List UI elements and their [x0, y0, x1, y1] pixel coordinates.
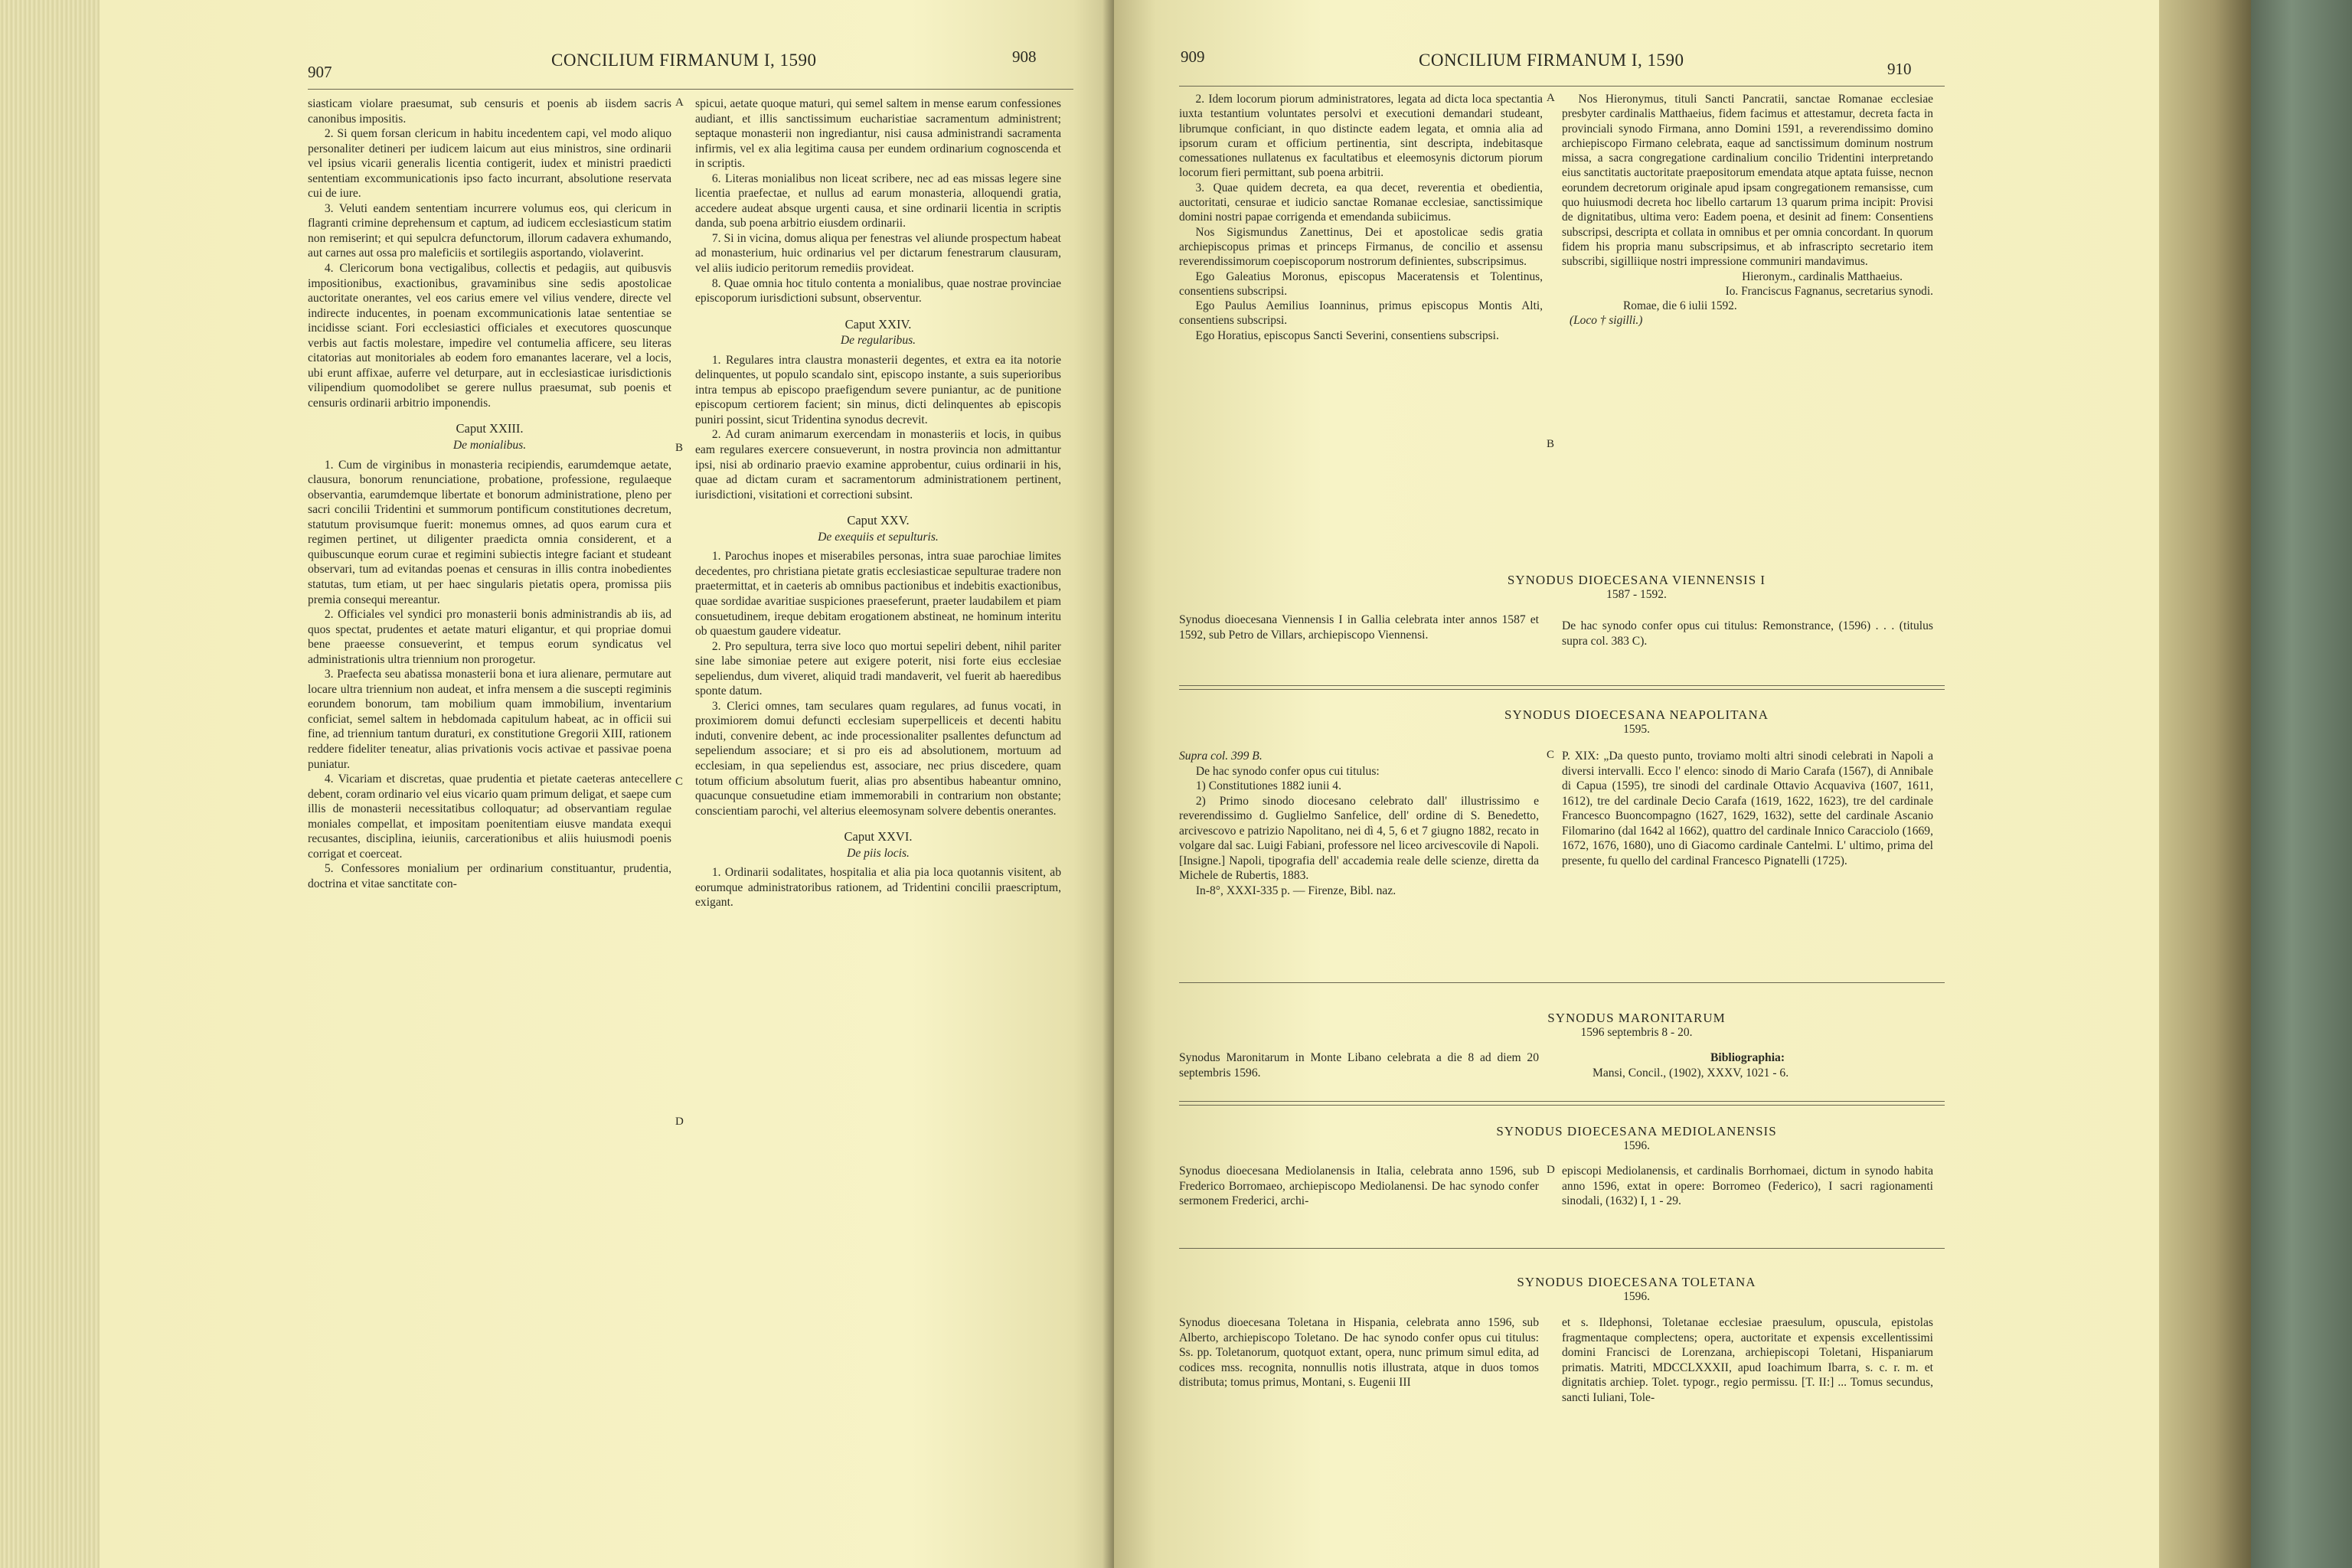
paragraph: siasticam violare praesumat, sub censuris et poenis ab iisdem sacris canonibus impositis. [308, 97, 671, 126]
chapter-heading: Caput XXV. [847, 513, 910, 528]
section-rule [1179, 685, 1945, 686]
paragraph: 1. Regulares intra claustra monasterii degentes, et extra ea ita notorie delinquentes, ut populo scandalo sint, episcopo instante, a suis superioribus intra tempus ab episcopo praefigendum severe puniantur, ac de punitione episcopum certiorem facient; sin minus, dicti delinquentes ab episcopis puniri possint, sicut Tridentina synodus decrevit. [695, 353, 1061, 426]
page-number-909: 909 [1181, 47, 1205, 66]
left-page-column-1 [308, 96, 671, 891]
paragraph: 3. Veluti eandem sententiam incurrere volumus eos, qui clericum in flagranti crimine deprehensum et captum, ad iudicem ecclesiasticum statim non remiserint; et qui sepulcra defunctorum, illorum cadavera exhumando, aut carnes aut ossa pro maleficiis et sortilegiis asportando, violaverint. [308, 201, 671, 260]
section-text-right [1562, 1050, 1933, 1080]
paragraph: 3. Quae quidem decreta, ea qua decet, reverentia et obedientia, auctoritati, censurae et iudicio sanctae Romanae ecclesiae, sanctissimique domini nostri papae corrigenda et emendanda subiicimus. [1179, 181, 1543, 224]
chapter-subheading: De regularibus. [840, 334, 916, 348]
paragraph: Ego Horatius, episcopus Sancti Severini, consentiens subscripsi. [1195, 328, 1499, 342]
section-rule [1179, 1248, 1945, 1249]
paragraph: 2. Idem locorum piorum administratores, legata ad dicta loca spectantia iuxta testantium voluntates persolvi et executioni demandari studeant, librumque conficiant, in quo distincte eadem legata, et omnia alia ad ipsorum curam et officium pertinentia, sint descripta, indebitasque comessationes nullatenus ex facultatibus et eleemosynis dictorum piorum locorum fieri permittant, sub poena arbitrii. [1179, 93, 1543, 180]
section-rule [1179, 689, 1945, 690]
chapter-heading: Caput XXVI. [844, 829, 913, 844]
section-maronitarum [1114, 1011, 2159, 1040]
paragraph: 1) Constitutiones 1882 iunii 4. [1195, 779, 1341, 792]
paragraph: Mansi, Concil., (1902), XXXV, 1021 - 6. [1592, 1066, 1789, 1080]
margin-letter: B [1547, 438, 1555, 450]
paragraph: 3. Clerici omnes, tam seculares quam regulares, ad funus vocati, in proximiorem domui defuncti ecclesiam superpelliceis et decenti habitu induti, convenire debent, ac inde processionaliter psallentes defunctum ad sepeliendum associare; et si pro eis ad absolutionem, mortuum ad ecclesiam, in qua sepeliendus est, associare, nec prius discedere, quam totum officium absolutum fuerit, alias pro absentibus habeantur omnino, quacunque consuetudine etiam immemorabili in contrarium non obstante; conscientiam parochi, vel alterius eleemosynam solvere debentis onerantes. [695, 699, 1061, 818]
section-text-left: Synodus dioecesana Mediolanensis in Italia, celebrata anno 1596, sub Frederico Borromaeo, archiepiscopo Mediolanensi. De hac synodo confer sermonem Frederici, archi- [1179, 1165, 1539, 1207]
paragraph: 2) Primo sinodo diocesano celebrato dall' illustrissimo e reverendissimo d. Guglielmo Sanfelice, dell' ordine di S. Benedetto, arcivescovo e patrizio Napolitano, nei dì 4, 5, 6 et 7 giugno 1882, recato in volgare dal sac. Luigi Fabiani, professore nel liceo arcivescovile di Napoli. [Insigne.] Napoli, tipografia dell' accademia reale delle scienze, diretta da Michele de Rubertis, 1883. [1179, 794, 1539, 882]
section-title: SYNODUS DIOECESANA MEDIOLANENSIS [1496, 1124, 1777, 1138]
book-cover [2251, 0, 2352, 1568]
left-page-column-2 [695, 96, 1061, 910]
paragraph: 2. Si quem forsan clericum in habitu incedentem capi, vel modo aliquo personaliter detineri per iudicem laicum aut eius ministros, sine ordinarii vel ipsius vicarii generalis licentia contigerit, iudex et ministri praedicti sententiam excommunicationis ipso facto incurrant, absolutione reservata cui de iure. [308, 127, 671, 201]
margin-letter: C [675, 776, 684, 788]
margin-letter: A [1547, 92, 1555, 104]
header-rule-left [308, 89, 1073, 90]
section-title: SYNODUS DIOECESANA TOLETANA [1517, 1275, 1756, 1289]
paragraph: De hac synodo confer opus cui titulus: [1195, 764, 1380, 778]
section-mediolanensis [1114, 1124, 2159, 1153]
paragraph: 5. Confessores monialium per ordinarium constituantur, prudentia, doctrina et vitae sanctitate con- [308, 862, 671, 890]
margin-letter: A [675, 96, 684, 109]
section-text-left: Synodus Maronitarum in Monte Libano celebrata a die 8 ad diem 20 septembris 1596. [1179, 1051, 1539, 1080]
signature-line: Hieronym., cardinalis Matthaeius. [1742, 270, 1903, 283]
section-rule [1179, 982, 1945, 983]
paragraph: Ego Galeatius Moronus, episcopus Maceratensis et Tolentinus, consentiens subscripsi. [1179, 270, 1543, 298]
section-title: SYNODUS DIOECESANA VIENNENSIS I [1507, 573, 1766, 587]
paragraph: 7. Si in vicina, domus aliqua per fenestras vel aliunde prospectum habeat ad monasterium, huic ordinarius vel per dictarum fenestrarum clausuram, vel aliis iudicio peritorum remediis provideat. [695, 231, 1061, 276]
left-page-stack-edge [0, 0, 100, 1568]
signature-line: Io. Franciscus Fagnanus, secretarius synodi. [1725, 284, 1933, 298]
paragraph: 6. Literas monialibus non liceat scribere, nec ad eas missas legere sine licentia praefectae, et nullus ad earum monasteria, alloquendi gratia, accedere audeat absque urgenti causa, et sine ordinarii licentia in scriptis danda, sub poena arbitrio eiusdem ordinarii. [695, 172, 1061, 230]
paragraph: Nos Hieronymus, tituli Sancti Pancratii, sanctae Romanae ecclesiae presbyter cardinalis Matthaeius, fidem facimus et attestamur, decreta facta in provinciali synodo Firmana, anno Domini 1591, a reverendissimo domino archiepiscopo Firmano celebrata, eaque ad sanctissimum dominum nostrum missa, a sacra congregatione cardinalium concilio Tridentini interpretando eius sanctitatis auctoritate praepositorum emendata atque aptata fuisse, necnon eorundem decretorum originale apud ipsam congregationem remansisse, cum quo huiusmodi decreta hoc libello cartarum 13 quarum prima incipit: Provisi de dignitatibus, ultima vero: Eadem poena, et desinit ad finem: Consentiens subscripsi, descripta et collata in omnibus et per omnia concordant. In quorum fidem his propria manu subscripsimus, et ab infrascripto secretario item subscribi, sigilliique nostri impressione communiri mandavimus. [1562, 93, 1933, 269]
paragraph: 2. Ad curam animarum exercendam in monasteriis et locis, in quibus eam regulares exercere consueverunt, in nostra provincia non admittantur ipsi, nisi ab ordinario praevio examine approbentur, cuius ordinarii in his, quae ad dictam curam et sacramentorum administrationem pertinent, iurisdictioni, visitationi et correctioni subsint. [695, 428, 1061, 501]
right-page-stack-edge [2159, 0, 2251, 1568]
page-number-910: 910 [1887, 60, 1912, 78]
margin-letter: D [675, 1116, 684, 1128]
bibliography-heading: Bibliographia: [1710, 1051, 1785, 1064]
chapter-subheading: De piis locis. [847, 846, 910, 860]
paragraph: In-8°, XXXI-335 p. — Firenze, Bibl. naz. [1195, 884, 1396, 897]
section-rule [1179, 1105, 1945, 1106]
margin-letter: D [1547, 1164, 1555, 1176]
section-rule [1179, 1101, 1945, 1102]
section-dates: 1596 septembris 8 - 20. [1580, 1026, 1693, 1039]
margin-letter: B [675, 442, 684, 454]
section-text-right: De hac synodo confer opus cui titulus: Remonstrance, (1596) . . . (titulus supra col. 383 C). [1562, 619, 1933, 648]
seal-line: (Loco † sigilli.) [1570, 314, 1643, 328]
left-page: 907 908 CONCILIUM FIRMANUM I, 1590 siasticam violare praesumat, sub censuris et poenis ab iisdem sacris canonibus impositis. 2. Si quem forsan clericum in habitu incedentem capi, vel modo aliquo personaliter detineri per iudicem laicum aut eius ministros, sine ordinarii vel ipsius vicarii generalis licentia contigerit, iudex et ministri praedicti sententiam excommunicationis ipso facto incurrant, absolutione reservata cui de iure. 3. Veluti eandem sententiam incurrere volumus eos, qui clericum in flagranti crimine deprehensum et captum, ad iudicem ecclesiasticum statim non remiserint; et qui sepulcra defunctorum, illorum cadavera exhumando, aut carnes aut ossa pro maleficiis et sortilegiis asportando, violaverint. 4. Clericorum bona vectigalibus, collectis et pedagiis, aut quibusvis impositionibus, exactionibus, gravaminibus sine sedis apostolicae auctoritate onerantes, vel eos carius emere vel vilius vendere, directe vel indirecte inducentes, in poenam excommunicationis latae sententiae se incidisse sciant. Fori ecclesiastici officiales et executores quoscunque verbis aut factis molestare, impedire vel contumelia afficere, seu literas citatorias aut monitoriales ab eodem foro emanantes lacerare, vel a locis, ubi erunt affixae, auferre vel deturpare, aut in ecclesiasticae iurisdictionis vilipendium quomodolibet se gerere nullus praesumat, sub poenis et censuris ordinarii arbitrio imponendis. Caput XXIII. De monialibus. 1. Cum de virginibus in monasteria recipiendis, earumdemque aetate, clausura, bonorum renunciatione, probatione, professione, regulaeque observantia, earumdemque libertate et bonorum administratione, pleno per sacri concilii Tridentini et summorum pontificum constitutiones decretum, statutum provisumque fuerit: monemus omnes, ad quos earum cura et regimen pertinet, ut diligenter praedicta omnia considerent, et a quibuscunque eorum curae et regimini subiectis integre faciant et studeant observari, tum ad evitandas poenas et censuras in illis contra inobedientes statutas, tum etiam, ut per haec singularis pietatis opera, promissa piis premia consequi mereantur. 2. Officiales vel syndici pro monasterii bonis administrandis ab iis, ad quos spectat, prudentes et aetate maturi eligantur, et qui propriae domui bene praeesse consueverint, et tempus eorum syndicatus vel administrationis ultra triennium non prorogetur. 3. Praefecta seu abatissa monasterii bona et iura alienare, permutare aut locare ultra triennium non audeat, et infra mensem a die suscepti regiminis eorundem bonorum, tam mobilium quam immobilium, inventarium conficiat, semel saltem in hebdomada capitulum habeat, ac in officii sui fine, ad triennium tantum duraturi, ex constitutione Gregorii XIII, rationem reddere fideliter teneatur, alias privationis vocis activae et passivae poena puniatur. 4. Vicariam et discretas, quae prudentia et pietate caeteras antecellere debent, coram ordinario vel eius vicario quam primum deligat, et saepe cum illis de monasterii necessitatibus colloquatur; ad observantiam regulae moniales compellat, et impositam poenitentiam eiusve mandata exequi recusantes, disciplina, ieiuniis, carcerationibus et aliis huiusmodi poenis corrigat et coerceat. 5. Confessores monialium per ordinarium constituantur, prudentia, doctrina et vitae sanctitate con- A B C D spicui, aetate quoque maturi, qui semel saltem in mense earum confessiones audiant, et illis sanctissimum eucharistiae sacramentum administrent; septaque monasterii non ingrediantur, nisi causa administrandi sacramenta infirmis, vel ex alia legitima causa per eundem ordinarium cognoscenda et in scriptis. 6. Literas monialibus non liceat scribere, nec ad eas missas legere sine licentia praefectae, et nullus ad earum monasteria, alloquendi gratia, accedere audeat absque urgenti causa, et sine ordinarii licentia in scriptis danda, sub poena arbitrio eiusdem ordinarii. 7. Si in vicina, domus aliqua per fenestras vel aliunde prospectum habeat ad monasterium, huic ordinarius vel per dictarum fenestrarum clausuram, vel aliis iudicio peritorum remediis provideat. 8. Quae omnia hoc titulo contenta a monialibus, quae nostrae provinciae episcoporum iurisdictioni subsunt, observentur. Caput XXIV. De regularibus. 1. Regulares intra claustra monasterii degentes, et extra ea ita notorie delinquentes, ut populo scandalo sint, episcopo instante, a suis superioribus intra tempus ab episcopo praefigendum severe puniantur, ac de punitione episcopum certiorem facient; sin minus, dicti delinquentes ab episcopis puniri possint, sicut Tridentina synodus decrevit. 2. Ad curam animarum exercendam in monasteriis et locis, in quibus eam regulares exercere consueverunt, in nostra provincia non admittantur ipsi, nisi ab ordinario praevio examine approbentur, cuius ordinarii in his, quae ad dictam curam et sacramentorum administrationem pertinent, iurisdictioni, visitationi et correctioni subsint. Caput XXV. De exequiis et sepulturis. 1. Parochus inopes et miserabiles personas, intra suae parochiae limites decedentes, pro christiana pietate gratis ecclesiasticae sepulturae tradere non praetermittat, et in caeteris ab omnibus pactionibus et indebitis exactionibus, quae sordidae avaritiae suspiciones praeseferunt, praeter laudabilem et piam consuetudinem, ireque debitam erogationem abstineat, ne hominum interitu ob quaestum gaudere videatur. 2. Pro sepultura, terra sive loco quo mortui sepeliri debent, nihil pariter sine labe simoniae petere aut exigere poterit, nisi forte eius ecclesiae sepeliendus, dum viveret, aliquid tradi mandaverit, vel fuerit ab haeredibus sponte datum. 3. Clerici omnes, tam seculares quam regulares, ad funus vocati, in proximiorem domui defuncti ecclesiam superpelliceis et decenti habitu induti, convenire debent, ac inde processionaliter psallentes defunctum ad sepeliendum associare; et si pro eis ad absolutionem, mortuum ad ecclesiam, in qua sepeliendus est, associare, nec prius discedere, quam totum officium absolutum fuerit, alias pro absentibus habeantur omnino, quacunque consuetudine etiam immemorabili in contrarium non obstante; conscientiam parochi, vel alterius eleemosynam solvere debentis onerantes. Caput XXVI. De piis locis. 1. Ordinarii sodalitates, hospitalia et alia pia loca quotannis visitent, ab eorumque administratoribus rationem, ad Tridentini concilii praescriptum, exigant. [100, 0, 1114, 1568]
section-text-left: Synodus dioecesana Toletana in Hispania, celebrata anno 1596, sub Alberto, archiepiscopo Toletano. De hac synodo confer opus cui titulus: Ss. pp. Toletanorum, quotquot extant, opera, nunc primum simul edita, ad codices mss. recognita, nonnullis notis illustrata, atque in duos tomos distributa; tomus primus, Montani, s. Eugenii III [1179, 1316, 1539, 1389]
section-dates: 1587 - 1592. [1606, 588, 1667, 601]
section-viennensis [1114, 573, 2159, 602]
chapter-subheading: De exequiis et sepulturis. [818, 530, 939, 544]
section-title: SYNODUS DIOECESANA NEAPOLITANA [1504, 707, 1769, 722]
right-page-column-2 [1562, 92, 1933, 328]
section-text-left: Synodus dioecesana Viennensis I in Gallia celebrata inter annos 1587 et 1592, sub Petro de Villars, archiepiscopo Viennensi. [1179, 613, 1539, 642]
header-rule-right [1179, 86, 1945, 87]
paragraph: 1. Parochus inopes et miserabiles personas, intra suae parochiae limites decedentes, pro christiana pietate gratis ecclesiasticae sepulturae tradere non praetermittat, et in caeteris ab omnibus pactionibus et indebitis exactionibus, quae sordidae avaritiae suspiciones praeseferunt, praeter laudabilem et piam consuetudinem, ireque debitam erogationem abstineat, ne hominum interitu ob quaestum gaudere videatur. [695, 550, 1061, 639]
paragraph: 2. Pro sepultura, terra sive loco quo mortui sepeliri debent, nihil pariter sine labe simoniae petere aut exigere poterit, nisi forte eius ecclesiae sepeliendus, dum viveret, aliquid tradi mandaverit, vel fuerit ab haeredibus sponte datum. [695, 639, 1061, 698]
section-dates: 1595. [1623, 723, 1650, 736]
paragraph: Ego Paulus Aemilius Ioanninus, primus episcopus Montis Alti, consentiens subscripsi. [1179, 299, 1543, 328]
margin-letter: C [1547, 749, 1555, 761]
paragraph: Nos Sigismundus Zanettinus, Dei et apostolicae sedis gratia archiepiscopus primas et princeps Firmanus, de concilio et assensu reverendissimorum coepiscoporum nostrorum definientes, subscripsimus. [1179, 225, 1543, 269]
paragraph: 4. Clericorum bona vectigalibus, collectis et pedagiis, aut quibusvis impositionibus, exactionibus, gravaminibus sine sedis apostolicae auctoritate onerantes, vel eos carius emere vel vilius vendere, directe vel indirecte inducentes, in poenam excommunicationis latae sententiae se incidisse sciant. Fori ecclesiastici officiales et executores quoscunque verbis aut factis molestare, impedire vel contumelia afficere, seu literas citatorias aut monitoriales ab eodem foro emanantes lacerare, vel a locis, ubi erunt affixae, auferre vel deturpare, aut in ecclesiasticae iurisdictionis vilipendium quomodolibet se gerere nullus praesumat, sub poenis et censuris ordinarii arbitrio imponendis. [308, 262, 671, 410]
paragraph: 8. Quae omnia hoc titulo contenta a monialibus, quae nostrae provinciae episcoporum iurisdictioni subsunt, observentur. [695, 276, 1061, 305]
right-page-column-1 [1179, 92, 1543, 343]
chapter-heading: Caput XXIII. [456, 421, 524, 436]
paragraph: 1. Cum de virginibus in monasteria recipiendis, earumdemque aetate, clausura, bonorum renunciatione, probatione, professione, regulaeque observantia, earumdemque libertate et bonorum administratione, pleno per sacri concilii Tridentini et summorum pontificum constitutiones decretum, statutum provisumque fuerit: monemus omnes, ad quos earum cura et regimen pertinet, ut diligenter praedicta omnia considerent, et a quibuscunque eorum curae et regimini subiectis integre faciant et studeant observari, tum ad evitandas poenas et censuras in illis contra inobedientes statutas, tum etiam, ut per haec singularis pietatis opera, promissa piis premia consequi mereantur. [308, 458, 671, 606]
right-page: 909 910 CONCILIUM FIRMANUM I, 1590 2. Idem locorum piorum administratores, legata ad dicta loca spectantia iuxta testantium voluntates persolvi et executioni demandari studeant, librumque conficiant, in quo distincte eadem legata, et omnia alia ad ipsorum curam et officium pertinentia, sint descripta, indebitasque comessationes nullatenus ex facultatibus et eleemosynis dictorum piorum locorum fieri permittant, sub poena arbitrii. 3. Quae quidem decreta, ea qua decet, reverentia et obedientia, auctoritati, censurae et iudicio sanctae Romanae ecclesiae, sanctissimique domini nostri papae corrigenda et emendanda subiicimus. Nos Sigismundus Zanettinus, Dei et apostolicae sedis gratia archiepiscopus primas et princeps Firmanus, de concilio et assensu reverendissimorum coepiscoporum nostrorum definientes, subscripsimus. Ego Galeatius Moronus, episcopus Maceratensis et Tolentinus, consentiens subscripsi. Ego Paulus Aemilius Ioanninus, primus episcopus Montis Alti, consentiens subscripsi. Ego Horatius, episcopus Sancti Severini, consentiens subscripsi. A B Nos Hieronymus, tituli Sancti Pancratii, sanctae Romanae ecclesiae presbyter cardinalis Matthaeius, fidem facimus et attestamur, decreta facta in provinciali synodo Firmana, anno Domini 1591, a reverendissimo domino archiepiscopo Firmano celebrata, eaque ad sanctissimum dominum nostrum missa, a sacra congregatione cardinalium concilio Tridentini interpretando eius sanctitatis auctoritate praepositorum emendata atque aptata fuisse, necnon eorundem decretorum originale apud ipsam congregationem remansisse, cum quo huiusmodi decreta hoc libello cartarum 13 quarum prima incipit: Provisi de dignitatibus, ultima vero: Eadem poena, et desinit ad finem: Consentiens subscripsi, descripta et collata in omnibus et per omnia concordant. In quorum fidem his propria manu subscripsimus, et ab infrascripto secretario item subscribi, sigilliique nostri impressione communiri mandavimus. Hieronym., cardinalis Matthaeius. Io. Franciscus Fagnanus, secretarius synodi. Romae, die 6 iulii 1592. (Loco † sigilli.) SYNODUS DIOECESANA VIENNENSIS I 1587 - 1592. Synodus dioecesana Viennensis I in Gallia celebrata inter annos 1587 et 1592, sub Petro de Villars, archiepiscopo Viennensi. De hac synodo confer opus cui titulus: Remonstrance, (1596) . . . (titulus supra col. 383 C). SYNODUS DIOECESANA NEAPOLITANA 1595. Supra col. 399 B. De hac synodo confer opus cui titulus: 1) Constitutiones 1882 iunii 4. 2) Primo sinodo diocesano celebrato dall' illustrissimo e reverendissimo d. Guglielmo Sanfelice, dell' ordine di S. Benedetto, arcivescovo e patrizio Napolitano, nei dì 4, 5, 6 et 7 giugno 1882, recato in volgare dal sac. Luigi Fabiani, professore nel liceo arcivescovile di Napoli. [Insigne.] Napoli, tipografia dell' accademia reale delle scienze, diretta da Michele de Rubertis, 1883. In-8°, XXXI-335 p. — Firenze, Bibl. naz. C P. XIX: „Da questo punto, troviamo molti altri sinodi celebrati in Napoli a diversi intervalli. Ecco l' elenco: sinodo di Mario Carafa (1567), di Annibale di Capua (1595), tre sinodi del cardinale Ottavio Acquaviva (1607, 1611, 1612), tre del cardinale Decio Carafa (1619, 1622, 1623), tre del cardinale Francesco Buoncompagno (1627, 1629, 1632), sette del cardinale Ascanio Filomarino (dal 1642 al 1662), quattro del cardinale Innico Caracciolo (1669, 1672, 1676, 1680), uno di Giacomo cardinale Cantelmi. L' ultimo, prima del presente, fu quello del cardinal Francesco Pignatelli (1725). SYNODUS MARONITARUM 1596 septembris 8 - 20. Synodus Maronitarum in Monte Libano celebrata a die 8 ad diem 20 septembris 1596. Bibliographia: Mansi, Concil., (1902), XXXV, 1021 - 6. SYNODUS DIOECESANA MEDIOLANENSIS 1596. Synodus dioecesana Mediolanensis in Italia, celebrata anno 1596, sub Frederico Borromaeo, archiepiscopo Mediolanensi. De hac synodo confer sermonem Frederici, archi- D episcopi Mediolanensis, et cardinalis Borrhomaei, dictum in synodo habita anno 1596, extat in opere: Borromeo (Federico), I sacri ragionamenti sinodali, (1632) I, 1 - 29. SYNODUS DIOECESANA TOLETANA 1596. Synodus dioecesana Toletana in Hispania, celebrata anno 1596, sub Alberto, archiepiscopo Toletano. De hac synodo confer opus cui titulus: Ss. pp. Toletanorum, quotquot extant, opera, nunc primum simul edita, ad codices mss. recognita, nonnullis notis illustrata, atque in duos tomos distributa; tomus primus, Montani, s. Eugenii III et s. Ildephonsi, Toletanae ecclesiae praesulum, opuscula, epistolas fragmentaque complectens; opera, auctoritate et expensis excellentissimi domini Francisci de Lorenzana, archiepiscopi Toletani, Hispaniarum primatis. Matriti, MDCCLXXXII, apud Ioachimum Ibarra, s. c. r. m. et dignitatis archiep. Tolet. typogr., regio permissu. [T. II:] ... Tomus secundus, sancti Iuliani, Tole- [1114, 0, 2159, 1568]
page-number-907: 907 [308, 63, 332, 81]
chapter-subheading: De monialibus. [452, 439, 527, 452]
section-text-right: et s. Ildephonsi, Toletanae ecclesiae praesulum, opuscula, epistolas fragmentaque complectens; opera, auctoritate et expensis excellentissimi domini Francisci de Lorenzana, archiepiscopi Toletani, Hispaniarum primatis. Matriti, MDCCLXXXII, apud Ioachimum Ibarra, s. c. r. m. et dignitatis archiep. Tolet. typogr., regio permissu. [T. II:] ... Tomus secundus, sancti Iuliani, Tole- [1562, 1316, 1933, 1404]
paragraph: 3. Praefecta seu abatissa monasterii bona et iura alienare, permutare aut locare ultra triennium non audeat, et infra mensem a die suscepti regiminis eorundem bonorum, tam mobilium quam immobilium, inventarium conficiat, semel saltem in hebdomada capitulum habeat, ac in officii sui fine, ad triennium tantum duraturi, ex constitutione Gregorii XIII, rationem reddere fideliter teneatur, alias privationis vocis activae et passivae poena puniatur. [308, 668, 671, 771]
date-line: Romae, die 6 iulii 1592. [1623, 299, 1737, 313]
section-toletana [1114, 1275, 2159, 1304]
section-neapolitana [1114, 707, 2159, 737]
section-dates: 1596. [1623, 1139, 1650, 1152]
section-title: SYNODUS MARONITARUM [1547, 1011, 1726, 1025]
paragraph: spicui, aetate quoque maturi, qui semel saltem in mense earum confessiones audiant, et illis sanctissimum eucharistiae sacramentum administrent; septaque monasterii non ingrediantur, nisi causa administrandi sacramenta infirmis, vel ex alia legitima causa per eundem ordinarium cognoscenda et in scriptis. [695, 97, 1061, 171]
paragraph: 1. Ordinarii sodalitates, hospitalia et alia pia loca quotannis visitent, ab eorumque administratoribus rationem, ad Tridentini concilii praescriptum, exigant. [695, 866, 1061, 910]
chapter-heading: Caput XXIV. [844, 316, 912, 332]
section-text-right: P. XIX: „Da questo punto, troviamo molti altri sinodi celebrati in Napoli a diversi intervalli. Ecco l' elenco: sinodo di Mario Carafa (1567), di Annibale di Capua (1595), tre sinodi del cardinale Ottavio Acquaviva (1607, 1611, 1612), tre del cardinale Decio Carafa (1619, 1622, 1623), tre del cardinale Francesco Buoncompagno (1627, 1629, 1632), sette del cardinale Ascanio Filomarino (dal 1642 al 1662), quattro del cardinale Innico Caracciolo (1669, 1672, 1676, 1680), uno di Giacomo cardinale Cantelmi. L' ultimo, prima del presente, fu quello del cardinal Francesco Pignatelli (1725). [1562, 750, 1933, 867]
section-text-left [1179, 749, 1539, 898]
section-dates: 1596. [1623, 1290, 1650, 1303]
paragraph: 2. Officiales vel syndici pro monasterii bonis administrandis ab iis, ad quos spectat, prudentes et aetate maturi eligantur, et qui propriae domui bene praeesse consueverint, et tempus eorum syndicatus vel administrationis ultra triennium non prorogetur. [308, 608, 671, 666]
section-text-right: episcopi Mediolanensis, et cardinalis Borrhomaei, dictum in synodo habita anno 1596, extat in opere: Borromeo (Federico), I sacri ragionamenti sinodali, (1632) I, 1 - 29. [1562, 1165, 1933, 1207]
page-number-908: 908 [1012, 47, 1037, 66]
paragraph: Supra col. 399 B. [1179, 750, 1263, 763]
paragraph: 4. Vicariam et discretas, quae prudentia et pietate caeteras antecellere debent, coram ordinario vel eius vicario quam primum deligat, et saepe cum illis de monasterii necessitatibus colloquatur; ad observantiam regulae moniales compellat, et impositam poenitentiam eiusve mandata exequi recusantes, disciplina, ieiuniis, carcerationibus et aliis huiusmodi poenis corrigat et coerceat. [308, 773, 672, 861]
